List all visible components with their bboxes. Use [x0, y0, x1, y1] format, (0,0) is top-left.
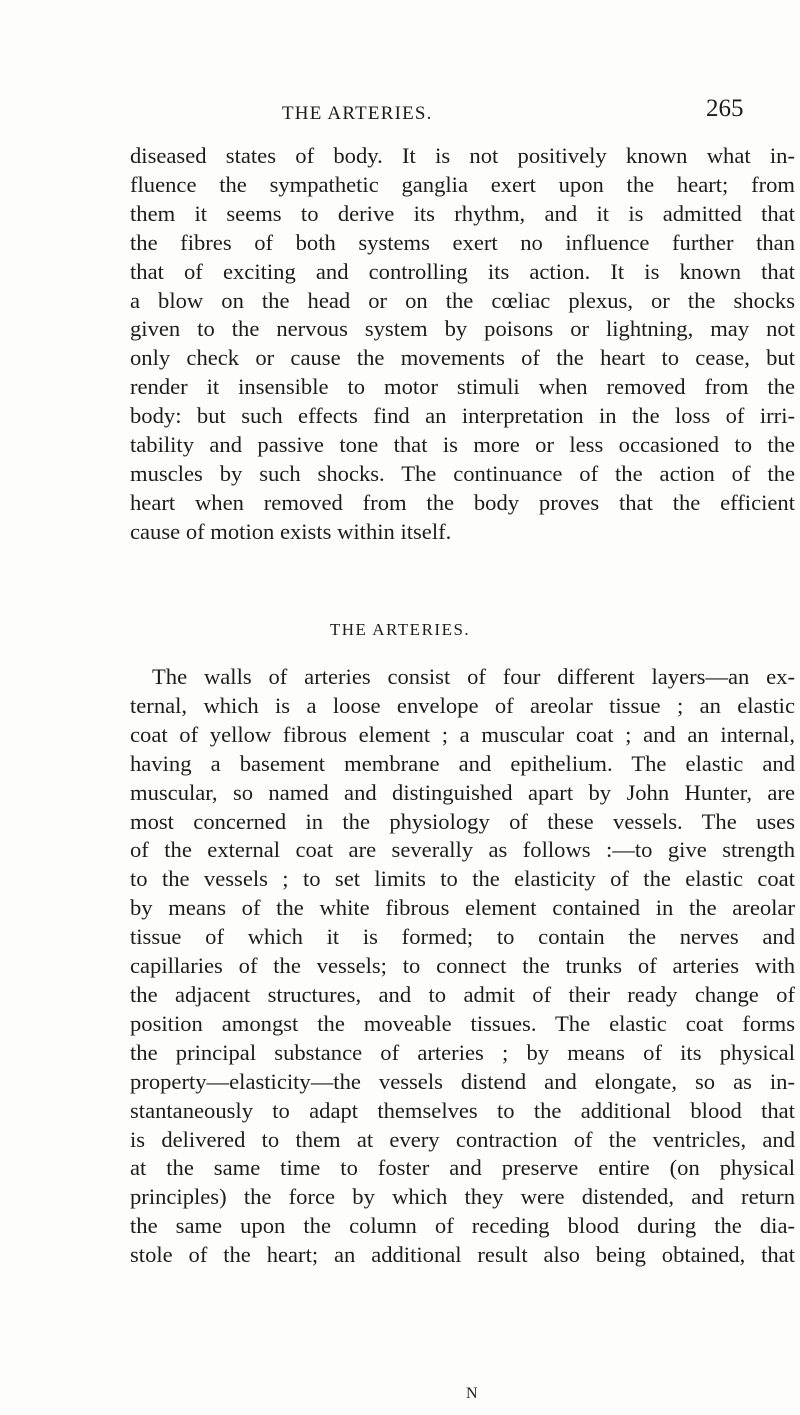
paragraph-arteries	[130, 663, 795, 1270]
text-line: diseased states of body. It is not positively known what in-	[130, 143, 795, 168]
running-head: THE ARTERIES.	[282, 103, 433, 124]
text-line: that of exciting and controlling its action. It is known that	[130, 258, 795, 284]
text-line: muscles by such shocks. The continuance of the action of the	[130, 460, 795, 486]
text-line: only check or cause the movements of the heart to cease, but	[130, 345, 795, 371]
text-line: property—elasticity—the vessels distend and elongate, so as in-	[130, 1068, 795, 1094]
text-line: stole of the heart; an additional result also being obtained, that	[130, 1242, 795, 1268]
text-line: fluence the sympathetic ganglia exert upon the heart; from	[130, 171, 795, 197]
text-line: capillaries of the vessels; to connect the trunks of arteries with	[130, 953, 795, 979]
text-line: is delivered to them at every contraction of the ventricles, and	[130, 1126, 795, 1152]
signature-mark: N	[466, 1385, 478, 1402]
text-line: tability and passive tone that is more or less occasioned to the	[130, 432, 795, 458]
text-line: muscular, so named and distinguished apart by John Hunter, are	[130, 779, 795, 805]
text-line: body: but such effects find an interpretation in the loss of irri-	[130, 403, 795, 429]
section-heading: THE ARTERIES.	[329, 620, 471, 639]
text-line: render it insensible to motor stimuli when removed from the	[130, 374, 795, 400]
text-line: of the external coat are severally as follows :—to give strength	[130, 837, 795, 863]
text-line: the principal substance of arteries ; by means of its physical	[130, 1039, 795, 1065]
text-line: by means of the white fibrous element contained in the areolar	[130, 895, 795, 921]
text-line: a blow on the head or on the cœliac plexus, or the shocks	[130, 287, 795, 313]
text-line: ternal, which is a loose envelope of areolar tissue ; an elastic	[130, 692, 795, 718]
text-line: The walls of arteries consist of four different layers—an ex-	[152, 664, 795, 689]
text-line: cause of motion exists within itself.	[130, 518, 452, 544]
text-line: the fibres of both systems exert no influence further than	[130, 229, 795, 255]
text-line: given to the nervous system by poisons or lightning, may not	[130, 316, 795, 342]
text-line: the adjacent structures, and to admit of their ready change of	[130, 981, 795, 1007]
text-line: position amongst the moveable tissues. The elastic coat forms	[130, 1010, 795, 1036]
text-line: coat of yellow fibrous element ; a muscular coat ; and an internal,	[130, 721, 795, 747]
text-line: tissue of which it is formed; to contain the nerves and	[130, 924, 795, 950]
text-line: principles) the force by which they were distended, and return	[130, 1184, 795, 1210]
text-line: stantaneously to adapt themselves to the additional blood that	[130, 1097, 795, 1123]
page-number: 265	[706, 95, 744, 122]
text-line: at the same time to foster and preserve entire (on physical	[130, 1155, 795, 1181]
text-line: heart when removed from the body proves that the efficient	[130, 489, 795, 515]
text-line: them it seems to derive its rhythm, and it is admitted that	[130, 200, 795, 226]
text-line: to the vessels ; to set limits to the elasticity of the elastic coat	[130, 866, 795, 892]
paragraph-continued	[130, 142, 795, 547]
text-line: most concerned in the physiology of these vessels. The uses	[130, 808, 795, 834]
text-line: having a basement membrane and epithelium. The elastic and	[130, 750, 795, 776]
text-line: the same upon the column of receding blood during the dia-	[130, 1213, 795, 1239]
